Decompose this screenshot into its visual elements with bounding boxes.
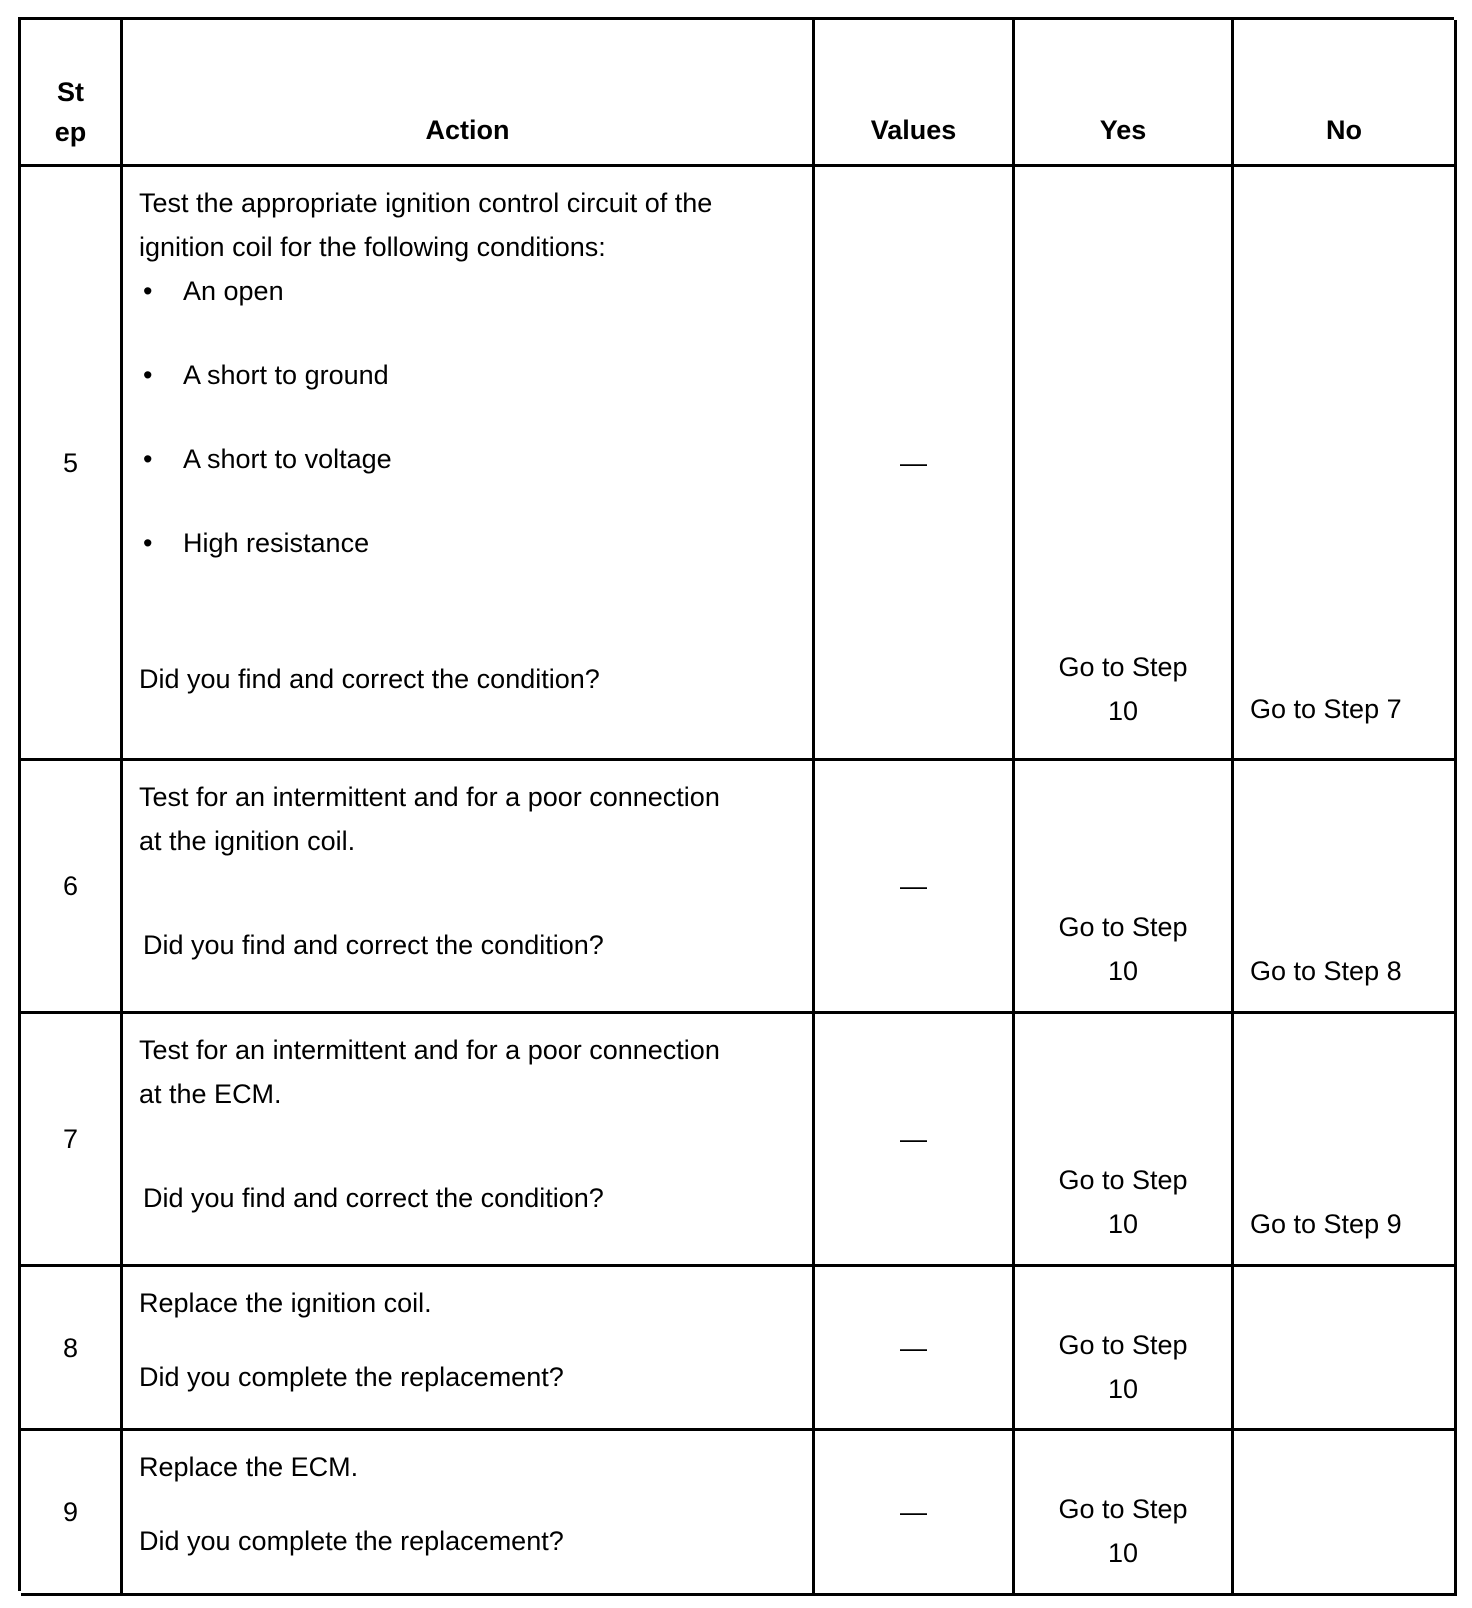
yes-cell-5 bbox=[1015, 167, 1234, 761]
no-cell-7 bbox=[1234, 1014, 1457, 1267]
list-item-text: A short to voltage bbox=[183, 444, 392, 474]
yes-text: Go to Step 10 bbox=[1058, 912, 1188, 986]
bullet-icon: • bbox=[143, 444, 153, 474]
step-number-8: 8 bbox=[21, 1267, 123, 1431]
no-text: Go to Step 8 bbox=[1250, 956, 1402, 986]
diagnostic-table bbox=[18, 17, 1454, 1591]
list-item bbox=[139, 521, 796, 565]
action-cell-5 bbox=[123, 167, 815, 761]
step-number-9: 9 bbox=[21, 1431, 123, 1596]
action-text: at the ignition coil. bbox=[139, 826, 356, 856]
list-item-text: An open bbox=[183, 276, 284, 306]
list-item-text: A short to ground bbox=[183, 360, 389, 390]
action-question: Did you find and correct the condition? bbox=[139, 664, 600, 694]
action-cell-7 bbox=[123, 1014, 815, 1267]
bullet-icon: • bbox=[143, 528, 153, 558]
action-text: Test the appropriate ignition control circuit of the bbox=[139, 188, 713, 218]
values-cell-8: — bbox=[815, 1267, 1015, 1431]
yes-cell-9 bbox=[1015, 1431, 1234, 1596]
header-action: Action bbox=[123, 20, 815, 167]
no-text: Go to Step 7 bbox=[1250, 694, 1402, 724]
action-question: Did you find and correct the condition? bbox=[143, 930, 604, 960]
action-text: at the ECM. bbox=[139, 1079, 282, 1109]
no-cell-5 bbox=[1234, 167, 1457, 761]
action-question: Did you complete the replacement? bbox=[139, 1526, 564, 1556]
step-number-7: 7 bbox=[21, 1014, 123, 1267]
list-item bbox=[139, 353, 796, 397]
header-values: Values bbox=[815, 20, 1015, 167]
no-cell-9 bbox=[1234, 1431, 1457, 1596]
action-question: Did you complete the replacement? bbox=[139, 1362, 564, 1392]
no-cell-8 bbox=[1234, 1267, 1457, 1431]
yes-cell-6 bbox=[1015, 761, 1234, 1014]
action-text: Test for an intermittent and for a poor connection bbox=[139, 1035, 720, 1065]
bullet-icon: • bbox=[143, 276, 153, 306]
no-text: Go to Step 9 bbox=[1250, 1209, 1402, 1239]
action-text: Test for an intermittent and for a poor connection bbox=[139, 782, 720, 812]
values-cell-7: — bbox=[815, 1014, 1015, 1267]
no-cell-6 bbox=[1234, 761, 1457, 1014]
header-step-line2: ep bbox=[54, 117, 87, 147]
action-text: Replace the ignition coil. bbox=[139, 1288, 432, 1318]
header-yes: Yes bbox=[1015, 20, 1234, 167]
action-question: Did you find and correct the condition? bbox=[143, 1183, 604, 1213]
yes-cell-8 bbox=[1015, 1267, 1234, 1431]
step-number-5: 5 bbox=[21, 167, 123, 761]
step-number-6: 6 bbox=[21, 761, 123, 1014]
action-text: ignition coil for the following conditions: bbox=[139, 232, 606, 262]
list-item-text: High resistance bbox=[183, 528, 370, 558]
condition-list bbox=[139, 269, 796, 565]
yes-text: Go to Step 10 bbox=[1058, 1330, 1188, 1404]
action-cell-6 bbox=[123, 761, 815, 1014]
bullet-icon: • bbox=[143, 360, 153, 390]
header-step-line1: St bbox=[56, 77, 84, 107]
yes-text: Go to Step 10 bbox=[1058, 1494, 1188, 1568]
values-cell-6: — bbox=[815, 761, 1015, 1014]
action-cell-8 bbox=[123, 1267, 815, 1431]
yes-text: Go to Step 10 bbox=[1058, 652, 1188, 726]
list-item bbox=[139, 269, 796, 313]
action-cell-9 bbox=[123, 1431, 815, 1596]
header-step bbox=[21, 20, 123, 167]
list-item bbox=[139, 437, 796, 481]
values-cell-9: — bbox=[815, 1431, 1015, 1596]
values-cell-5: — bbox=[815, 167, 1015, 761]
action-text: Replace the ECM. bbox=[139, 1452, 359, 1482]
yes-text: Go to Step 10 bbox=[1058, 1165, 1188, 1239]
yes-cell-7 bbox=[1015, 1014, 1234, 1267]
header-no: No bbox=[1234, 20, 1457, 167]
